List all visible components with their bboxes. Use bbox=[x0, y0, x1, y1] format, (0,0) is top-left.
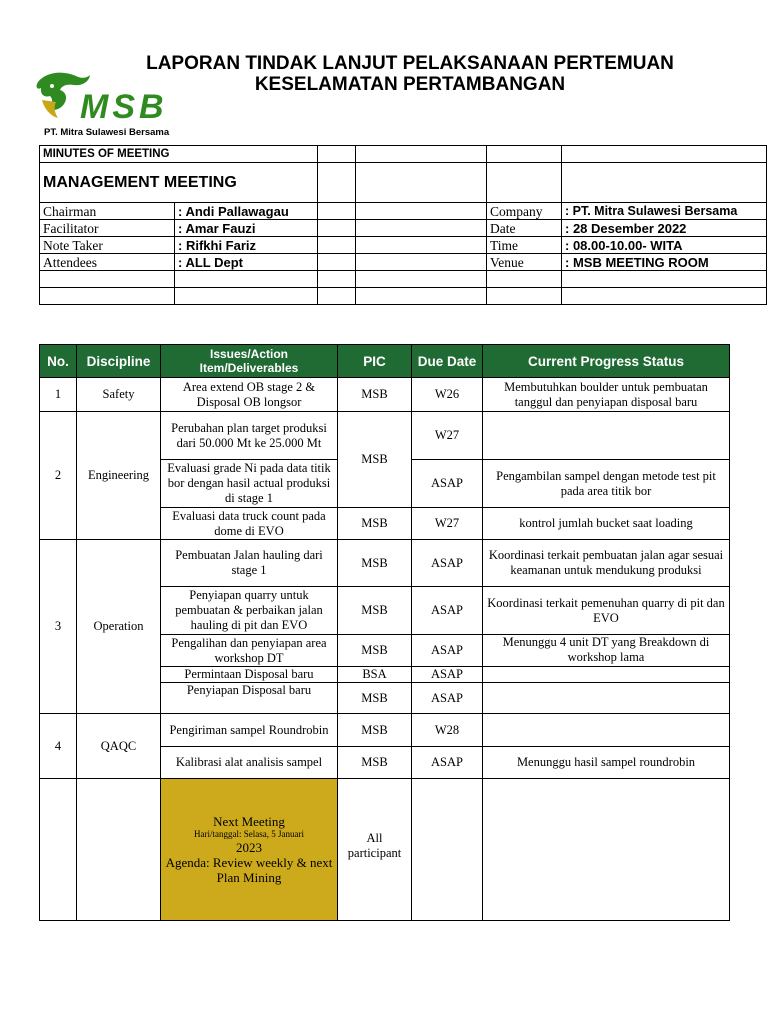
row-status: Menunggu 4 unit DT yang Breakdown di workshop lama bbox=[483, 635, 730, 667]
next-meeting-cell bbox=[161, 779, 338, 921]
row-pic: MSB bbox=[338, 378, 412, 412]
row-status: kontrol jumlah bucket saat loading bbox=[483, 508, 730, 540]
row-discipline: Safety bbox=[77, 378, 161, 412]
col-header-issues: Issues/Action Item/Deliverables bbox=[161, 345, 338, 378]
date-value: : 28 Desember 2022 bbox=[562, 220, 767, 237]
row-due: ASAP bbox=[412, 667, 483, 683]
next-meeting-title: Next Meeting bbox=[213, 814, 285, 829]
minutes-header: MINUTES OF MEETING bbox=[40, 146, 318, 163]
row-no: 3 bbox=[40, 540, 77, 714]
row-due: W28 bbox=[412, 714, 483, 747]
row-issue: Penyiapan Disposal baru bbox=[161, 683, 338, 714]
row-due: W26 bbox=[412, 378, 483, 412]
row-issue: Kalibrasi alat analisis sampel bbox=[161, 747, 338, 779]
time-value: : 08.00-10.00- WITA bbox=[562, 237, 767, 254]
col-header-no: No. bbox=[40, 345, 77, 378]
row-due: ASAP bbox=[412, 635, 483, 667]
row-status bbox=[483, 667, 730, 683]
row-discipline: Engineering bbox=[77, 412, 161, 540]
company-label: Company bbox=[487, 203, 562, 220]
row-no: 2 bbox=[40, 412, 77, 540]
row-issue: Pengalihan dan penyiapan area workshop DT bbox=[161, 635, 338, 667]
row-pic: MSB bbox=[338, 508, 412, 540]
row-issue: Evaluasi grade Ni pada data titik bor dengan hasil actual produksi di stage 1 bbox=[161, 460, 338, 508]
report-title-line1: LAPORAN TINDAK LANJUT PELAKSANAAN PERTEMUAN bbox=[146, 53, 674, 74]
chairman-value: : Andi Pallawagau bbox=[175, 203, 318, 220]
row-status: Koordinasi terkait pembuatan jalan agar sesuai keamanan untuk mendukung produksi bbox=[483, 540, 730, 587]
venue-label: Venue bbox=[487, 254, 562, 271]
row-pic: MSB bbox=[338, 412, 412, 508]
company-value: : PT. Mitra Sulawesi Bersama bbox=[562, 203, 767, 220]
col-header-progress: Current Progress Status bbox=[483, 345, 730, 378]
note-taker-value: : Rifkhi Fariz bbox=[175, 237, 318, 254]
row-issue: Evaluasi data truck count pada dome di EVO bbox=[161, 508, 338, 540]
row-issue: Permintaan Disposal baru bbox=[161, 667, 338, 683]
row-no: 4 bbox=[40, 714, 77, 779]
row-status: Menunggu hasil sampel roundrobin bbox=[483, 747, 730, 779]
meeting-info-table bbox=[39, 145, 767, 305]
venue-value: : MSB MEETING ROOM bbox=[562, 254, 767, 271]
row-discipline: Operation bbox=[77, 540, 161, 714]
next-meeting-agenda: Agenda: Review weekly & next Plan Mining bbox=[165, 855, 333, 885]
facilitator-label: Facilitator bbox=[40, 220, 175, 237]
col-header-discipline: Discipline bbox=[77, 345, 161, 378]
row-due: ASAP bbox=[412, 460, 483, 508]
next-meeting-pic: All participant bbox=[338, 779, 412, 921]
note-taker-label: Note Taker bbox=[40, 237, 175, 254]
facilitator-value: : Amar Fauzi bbox=[175, 220, 318, 237]
col-header-pic: PIC bbox=[338, 345, 412, 378]
table-row bbox=[40, 412, 730, 460]
attendees-value: : ALL Dept bbox=[175, 254, 318, 271]
row-status bbox=[483, 714, 730, 747]
time-label: Time bbox=[487, 237, 562, 254]
logo-text: MSB bbox=[80, 88, 168, 126]
table-row bbox=[40, 714, 730, 747]
logo-company-name: PT. Mitra Sulawesi Bersama bbox=[44, 127, 170, 138]
attendees-label: Attendees bbox=[40, 254, 175, 271]
row-due: W27 bbox=[412, 412, 483, 460]
row-status bbox=[483, 683, 730, 714]
date-label: Date bbox=[487, 220, 562, 237]
action-items-table bbox=[39, 344, 730, 921]
table-row bbox=[40, 378, 730, 412]
report-title-line2: KESELAMATAN PERTAMBANGAN bbox=[254, 74, 566, 95]
table-row bbox=[40, 540, 730, 587]
row-status: Membutuhkan boulder untuk pembuatan tanggul dan penyiapan disposal baru bbox=[483, 378, 730, 412]
col-header-due-date: Due Date bbox=[412, 345, 483, 378]
row-pic: MSB bbox=[338, 587, 412, 635]
row-pic: BSA bbox=[338, 667, 412, 683]
row-issue: Penyiapan quarry untuk pembuatan & perbaikan jalan hauling di pit dan EVO bbox=[161, 587, 338, 635]
row-issue: Perubahan plan target produksi dari 50.000 Mt ke 25.000 Mt bbox=[161, 412, 338, 460]
chairman-label: Chairman bbox=[40, 203, 175, 220]
row-due: W27 bbox=[412, 508, 483, 540]
row-discipline: QAQC bbox=[77, 714, 161, 779]
row-pic: MSB bbox=[338, 747, 412, 779]
next-meeting-row bbox=[40, 779, 730, 921]
row-pic: MSB bbox=[338, 540, 412, 587]
row-issue: Area extend OB stage 2 & Disposal OB longsor bbox=[161, 378, 338, 412]
row-due: ASAP bbox=[412, 683, 483, 714]
next-meeting-year: 2023 bbox=[236, 840, 262, 855]
row-due: ASAP bbox=[412, 587, 483, 635]
row-status bbox=[483, 412, 730, 460]
row-pic: MSB bbox=[338, 714, 412, 747]
row-due: ASAP bbox=[412, 747, 483, 779]
meeting-type: MANAGEMENT MEETING bbox=[40, 163, 318, 203]
row-issue: Pengiriman sampel Roundrobin bbox=[161, 714, 338, 747]
row-pic: MSB bbox=[338, 683, 412, 714]
row-status: Pengambilan sampel dengan metode test pit pada area titik bor bbox=[483, 460, 730, 508]
row-due: ASAP bbox=[412, 540, 483, 587]
row-issue: Pembuatan Jalan hauling dari stage 1 bbox=[161, 540, 338, 587]
next-meeting-date: Hari/tanggal: Selasa, 5 Januari bbox=[194, 829, 304, 839]
row-status: Koordinasi terkait pemenuhan quarry di pit dan EVO bbox=[483, 587, 730, 635]
row-no: 1 bbox=[40, 378, 77, 412]
row-pic: MSB bbox=[338, 635, 412, 667]
